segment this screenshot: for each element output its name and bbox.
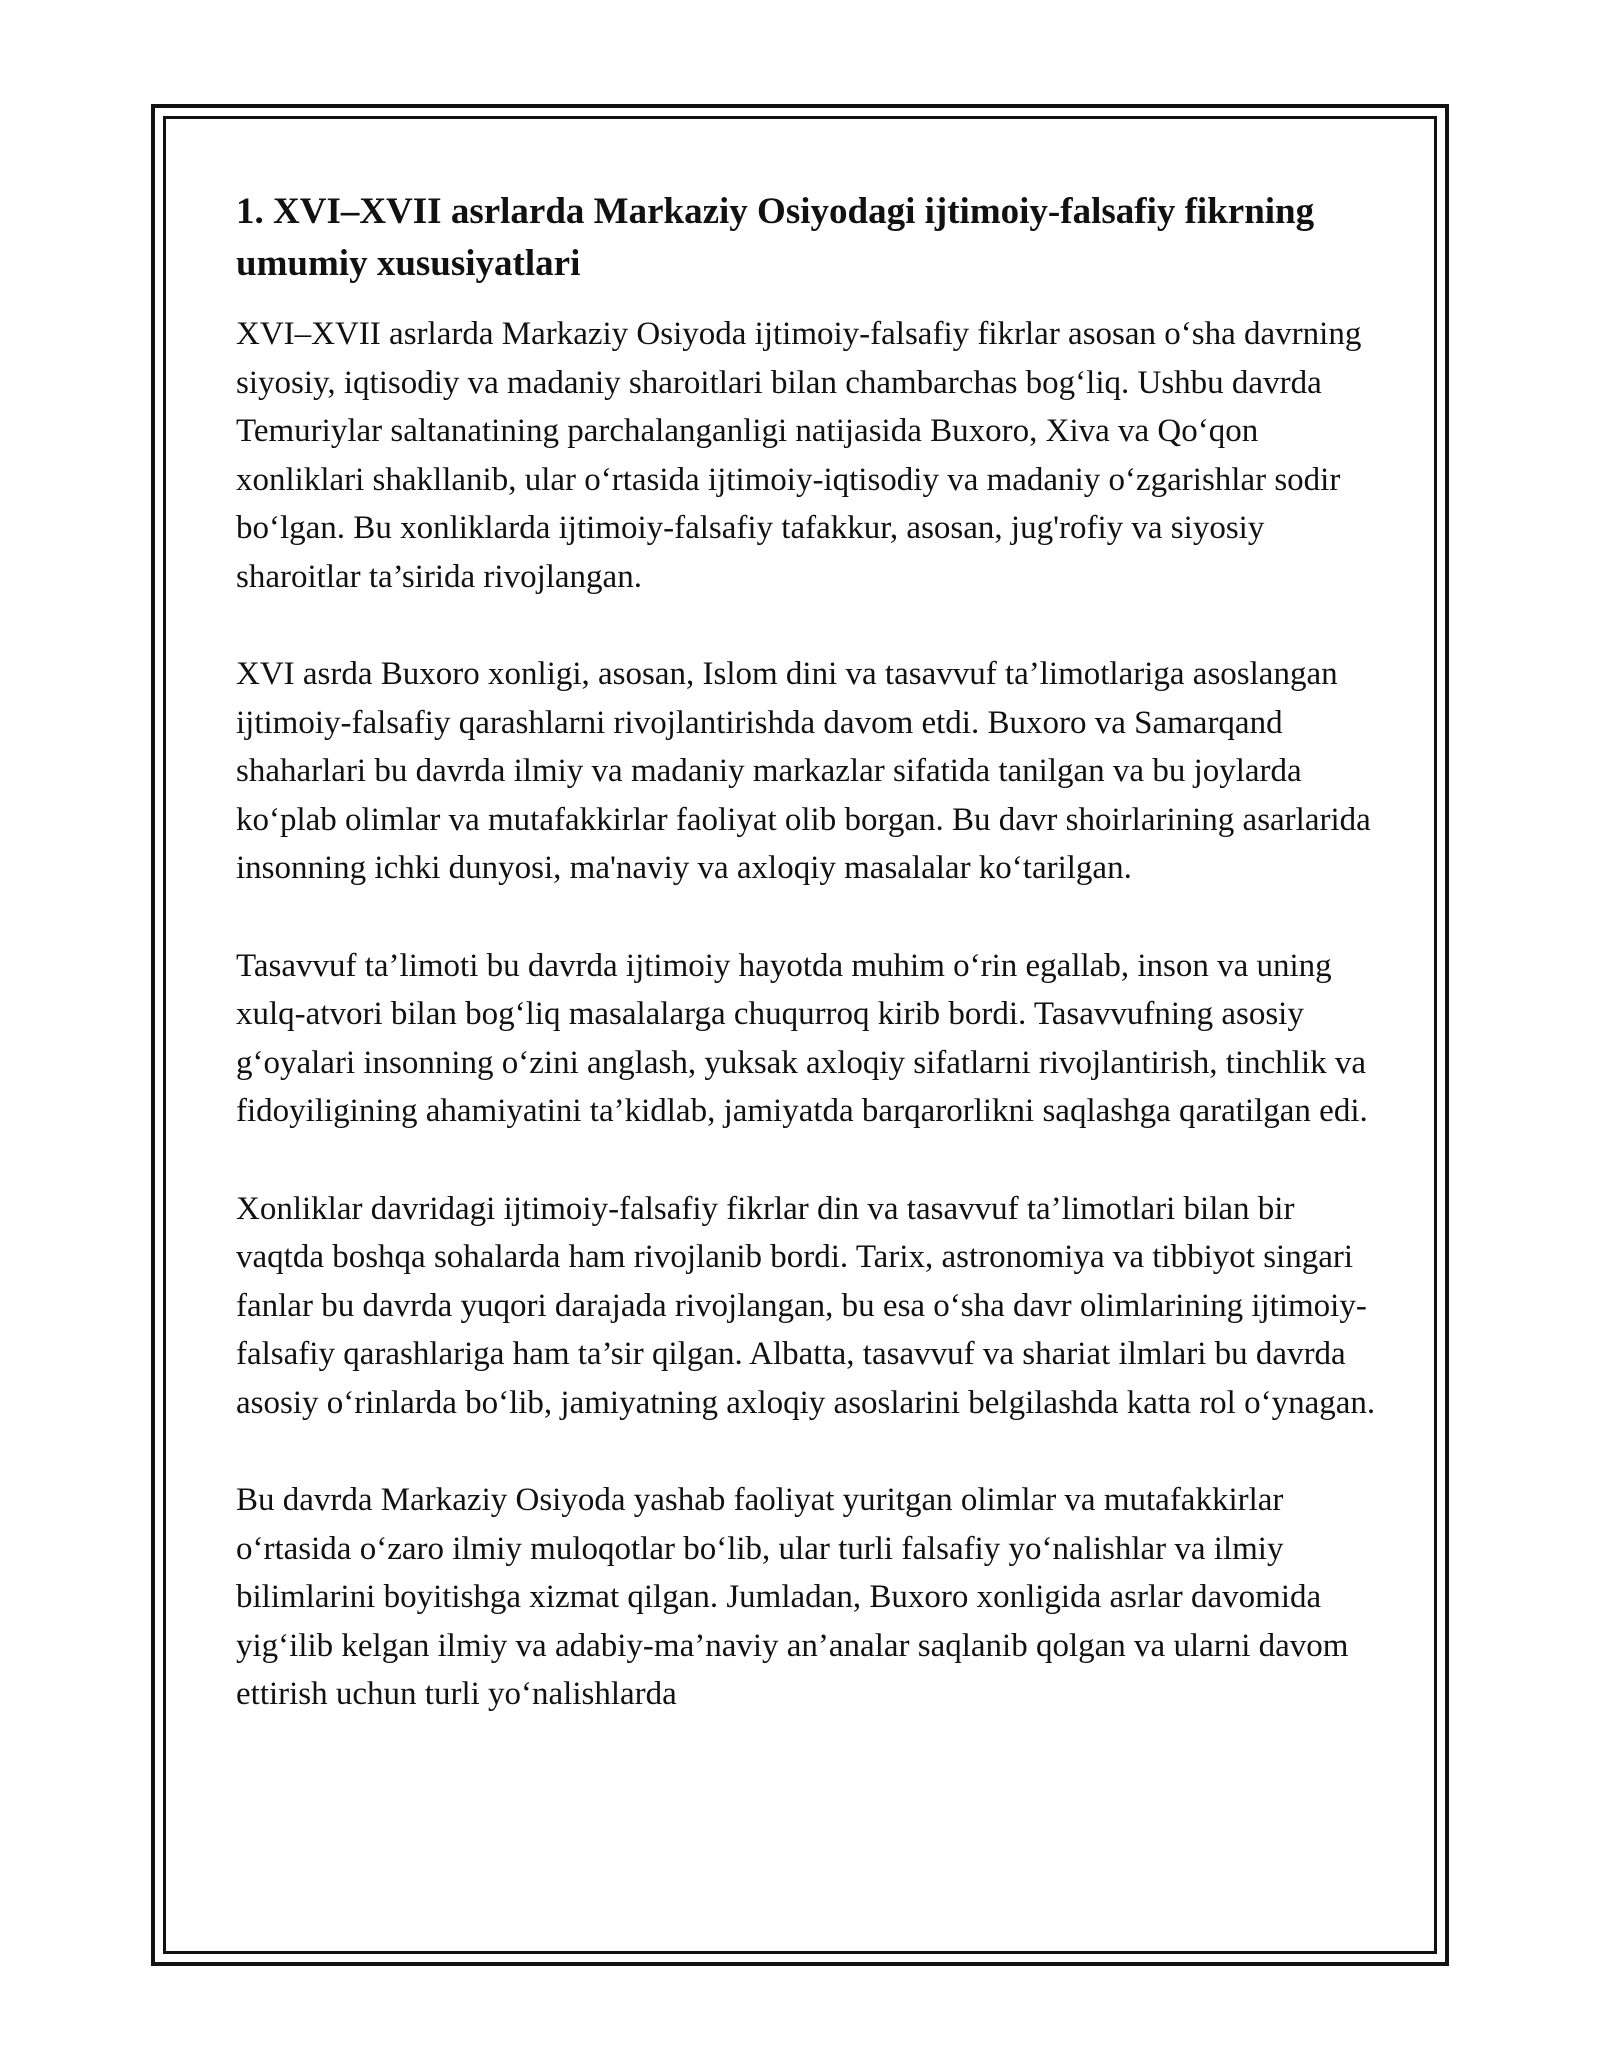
paragraph-3: Tasavvuf ta’limoti bu davrda ijtimoiy hayotda muhim o‘rin egallab, inson va uning xulq-atvori bilan bog‘liq masalalarga chuqurroq kirib bordi. Tasavvufning asosiy g‘oyalari insonning o‘zini anglash, yuksak axloqiy sifatlarni rivojlantirish, tinchlik va fidoyiligining ahamiyatini ta’kidlab, jamiyatda barqarorlikni saqlashga qaratilgan edi. [236,947,1368,1129]
paragraph-5: Bu davrda Markaziy Osiyoda yashab faoliyat yuritgan olimlar va mutafakkirlar o‘rtasida o‘zaro ilmiy muloqotlar bo‘lib, ular turli falsafiy yo‘nalishlar va ilmiy bilimlarini boyitishga xizmat qilgan. Jumladan, Buxoro xonligida asrlar davomida yig‘ilib kelgan ilmiy va adabiy-ma’naviy an’analar saqlanib qolgan va ularni davom ettirish uchun turli yo‘nalishlarda [236,1482,1349,1712]
paragraph-2: XVI asrda Buxoro xonligi, asosan, Islom dini va tasavvuf ta’limotlariga asoslangan ijtimoiy-falsafiy qarashlarni rivojlantirishda davom etdi. Buxoro va Samarqand shaharlari bu davrda ilmiy va madaniy markazlar sifatida tanilgan va bu joylarda ko‘plab olimlar va mutafakkirlar faoliyat olib borgan. Bu davr shoirlarining asarlarida insonning ichki dunyosi, ma'naviy va axloqiy masalalar ko‘tarilgan. [236,656,1371,886]
paragraph-1: XVI–XVII asrlarda Markaziy Osiyoda ijtimoiy-falsafiy fikrlar asosan o‘sha davrning siyosiy, iqtisodiy va madaniy sharoitlari bilan chambarchas bog‘liq. Ushbu davrda Temuriylar saltanatining parchalanganligi natijasida Buxoro, Xiva va Qo‘qon xonliklari shakllanib, ular o‘rtasida ijtimoiy-iqtisodiy va madaniy o‘zgarishlar sodir bo‘lgan. Bu xonliklarda ijtimoiy-falsafiy tafakkur, asosan, jug'rofiy va siyosiy sharoitlar ta’sirida rivojlangan. [236,316,1362,595]
document-body [236,186,1376,1719]
paragraph-4: Xonliklar davridagi ijtimoiy-falsafiy fikrlar din va tasavvuf ta’limotlari bilan bir vaqtda boshqa sohalarda ham rivojlanib bordi. Tarix, astronomiya va tibbiyot singari fanlar bu davrda yuqori darajada rivojlangan, bu esa o‘sha davr olimlarining ijtimoiy-falsafiy qarashlariga ham ta’sir qilgan. Albatta, tasavvuf va shariat ilmlari bu davrda asosiy o‘rinlarda bo‘lib, jamiyatning axloqiy asoslarini belgilashda katta rol o‘ynagan. [236,1190,1376,1421]
section-heading: 1. XVI–XVII asrlarda Markaziy Osiyodagi ijtimoiy-falsafiy fikrning umumiy xususiyatlari [236,191,1315,284]
